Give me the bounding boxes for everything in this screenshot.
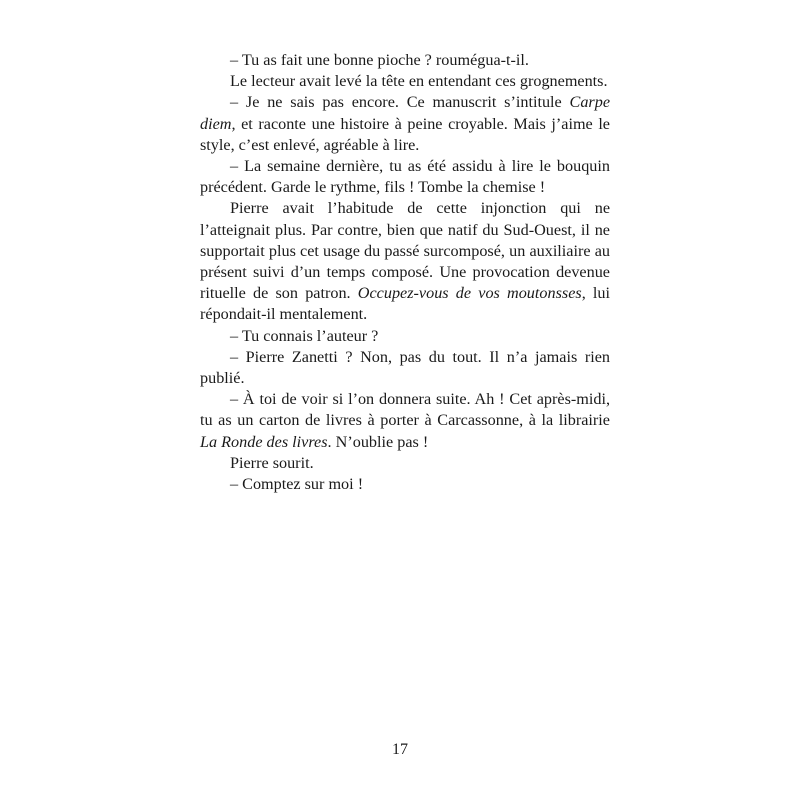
text-run: – Tu connais l’auteur ? (230, 326, 379, 345)
text-run: , lui répondait-il mentalement. (200, 284, 611, 324)
text-run: – Tu as fait une bonne pioche ? roumégua-t-il. (230, 51, 529, 69)
text-run: Pierre avait l’habitude de cette injonction qui ne l’atteignait plus. Par contre, bien que natif du Sud-Ouest, il ne supportait plus cet usage du passé surcomposé, un auxiliaire au présent suivi d’un temps composé. Une provocation devenue rituelle de son patron. (200, 199, 610, 303)
paragraph (200, 453, 610, 474)
paragraph (200, 347, 610, 389)
text-run: Pierre sourit. (230, 453, 314, 472)
text-run: – Je ne sais pas encore. Ce manuscrit s’intitule (230, 93, 570, 112)
italic-title: La Ronde des livres (200, 432, 328, 451)
page-body (200, 50, 610, 495)
text-run: et raconte une histoire à peine croyable. Mais j’aime le style, c’est enlevé, agréable à lire. (200, 114, 610, 154)
paragraph (200, 92, 610, 156)
paragraph (200, 389, 610, 453)
paragraph (200, 71, 610, 92)
paragraph (200, 50, 610, 71)
paragraph (200, 156, 610, 198)
text-run: – À toi de voir si l’on donnera suite. Ah ! Cet après-midi, tu as un carton de livres à porter à Carcassonne, à la librairie (200, 390, 610, 430)
paragraph (200, 198, 610, 325)
text-run: – Pierre Zanetti ? Non, pas du tout. Il n’a jamais rien publié. (200, 347, 610, 388)
text-run: – Comptez sur moi ! (230, 475, 364, 494)
text-run: Le lecteur avait levé la tête en entendant ces grognements. (230, 72, 608, 91)
text-run: – La semaine dernière, tu as été assidu à lire le bouquin précédent. Garde le rythme, fils ! Tombe la chemise ! (200, 157, 610, 197)
italic-title: Carpe diem, (200, 93, 610, 133)
italic-phrase: Occupez-vous de vos moutonsses (357, 284, 582, 303)
paragraph (200, 326, 610, 347)
paragraph (200, 474, 610, 495)
page-number: 17 (392, 741, 408, 758)
text-run: . N’oublie pas ! (327, 432, 429, 451)
